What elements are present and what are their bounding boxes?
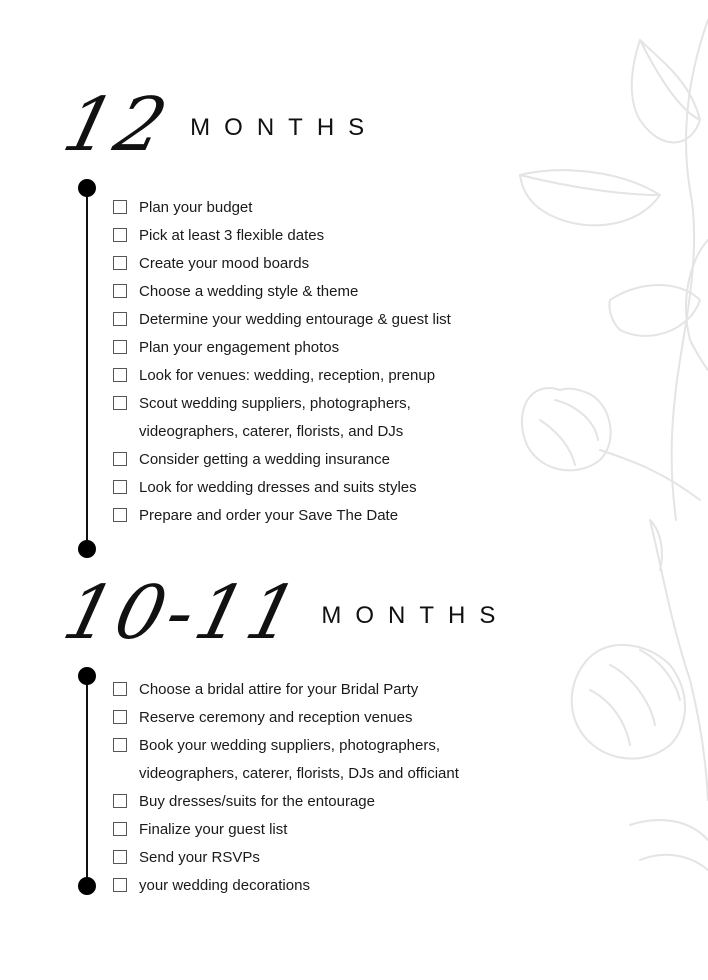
- checklist-item[interactable]: [113, 306, 451, 334]
- checkbox-icon[interactable]: [113, 878, 127, 892]
- checklist-item-label: Send your RSVPs: [139, 849, 260, 866]
- checkbox-icon[interactable]: [113, 508, 127, 522]
- checkbox-icon[interactable]: [113, 794, 127, 808]
- checkbox-icon[interactable]: [113, 284, 127, 298]
- checkbox-icon[interactable]: [113, 340, 127, 354]
- checkbox-icon[interactable]: [113, 822, 127, 836]
- checklist-item-label: Buy dresses/suits for the entourage: [139, 793, 375, 810]
- checkbox-icon[interactable]: [113, 480, 127, 494]
- checkbox-icon[interactable]: [113, 368, 127, 382]
- checklist-item[interactable]: [113, 250, 451, 278]
- checklist-item-label: Pick at least 3 flexible dates: [139, 227, 325, 244]
- checklist-item-label: Look for wedding dresses and suits styles: [139, 479, 417, 496]
- checkbox-icon[interactable]: [113, 682, 127, 696]
- checklist-item-label: Reserve ceremony and reception venues: [139, 709, 413, 726]
- timeline-dot-icon: [78, 667, 96, 685]
- section-1-checklist: [113, 194, 451, 530]
- checklist-item-label: Book your wedding suppliers, photographers, videographers, caterer, florists, DJs and officiant: [139, 737, 459, 782]
- checklist-item-label: Look for venues: wedding, reception, prenup: [139, 367, 436, 384]
- checklist-item[interactable]: [113, 676, 459, 704]
- checklist-item[interactable]: [113, 788, 459, 816]
- checklist-item[interactable]: [113, 816, 459, 844]
- checklist-item[interactable]: [113, 732, 459, 788]
- timeline-dot-icon: [78, 877, 96, 895]
- section-2-unit: MONTHS: [321, 602, 510, 629]
- checklist-item[interactable]: [113, 872, 459, 900]
- section-1-heading: [55, 72, 379, 168]
- checkbox-icon[interactable]: [113, 396, 127, 410]
- checklist-item-label: Choose a bridal attire for your Bridal Party: [139, 681, 419, 698]
- checklist-item-label: Choose a wedding style & theme: [139, 283, 359, 300]
- timeline-dot-icon: [78, 179, 96, 197]
- section-2-checklist: [113, 676, 459, 900]
- checkbox-icon[interactable]: [113, 228, 127, 242]
- checklist-item-label: your wedding decorations: [139, 877, 310, 894]
- checklist-item-label: Plan your budget: [139, 199, 253, 216]
- checklist-item[interactable]: [113, 194, 451, 222]
- checklist-item-label: Consider getting a wedding insurance: [139, 451, 390, 468]
- checklist-item[interactable]: [113, 390, 451, 446]
- checkbox-icon[interactable]: [113, 850, 127, 864]
- checklist-item[interactable]: [113, 222, 451, 250]
- checklist-item-label: Plan your engagement photos: [139, 339, 340, 356]
- checklist-item[interactable]: [113, 474, 451, 502]
- checklist-item[interactable]: [113, 362, 451, 390]
- section-1-timeline-line: [86, 188, 88, 548]
- section-1-unit: MONTHS: [190, 114, 379, 141]
- checkbox-icon[interactable]: [113, 312, 127, 326]
- timeline-dot-icon: [78, 540, 96, 558]
- checklist-item-label: Finalize your guest list: [139, 821, 288, 838]
- checklist-item[interactable]: [113, 502, 451, 530]
- checklist-item[interactable]: [113, 278, 451, 306]
- checklist-item[interactable]: [113, 446, 451, 474]
- checkbox-icon[interactable]: [113, 452, 127, 466]
- checklist-item-label: Prepare and order your Save The Date: [139, 507, 399, 524]
- section-1-number: 12: [55, 82, 179, 168]
- checklist-item[interactable]: [113, 334, 451, 362]
- checklist-item-label: Scout wedding suppliers, photographers, videographers, caterer, florists, and DJs: [139, 395, 411, 440]
- checklist-item[interactable]: [113, 844, 459, 872]
- section-2-number: 10-11: [55, 570, 311, 656]
- section-2-timeline-line: [86, 676, 88, 886]
- checkbox-icon[interactable]: [113, 738, 127, 752]
- checklist-item-label: Determine your wedding entourage & guest list: [139, 311, 451, 328]
- section-2-heading: [55, 560, 510, 656]
- checkbox-icon[interactable]: [113, 710, 127, 724]
- checklist-item-label: Create your mood boards: [139, 255, 310, 272]
- checklist-item[interactable]: [113, 704, 459, 732]
- checkbox-icon[interactable]: [113, 200, 127, 214]
- checkbox-icon[interactable]: [113, 256, 127, 270]
